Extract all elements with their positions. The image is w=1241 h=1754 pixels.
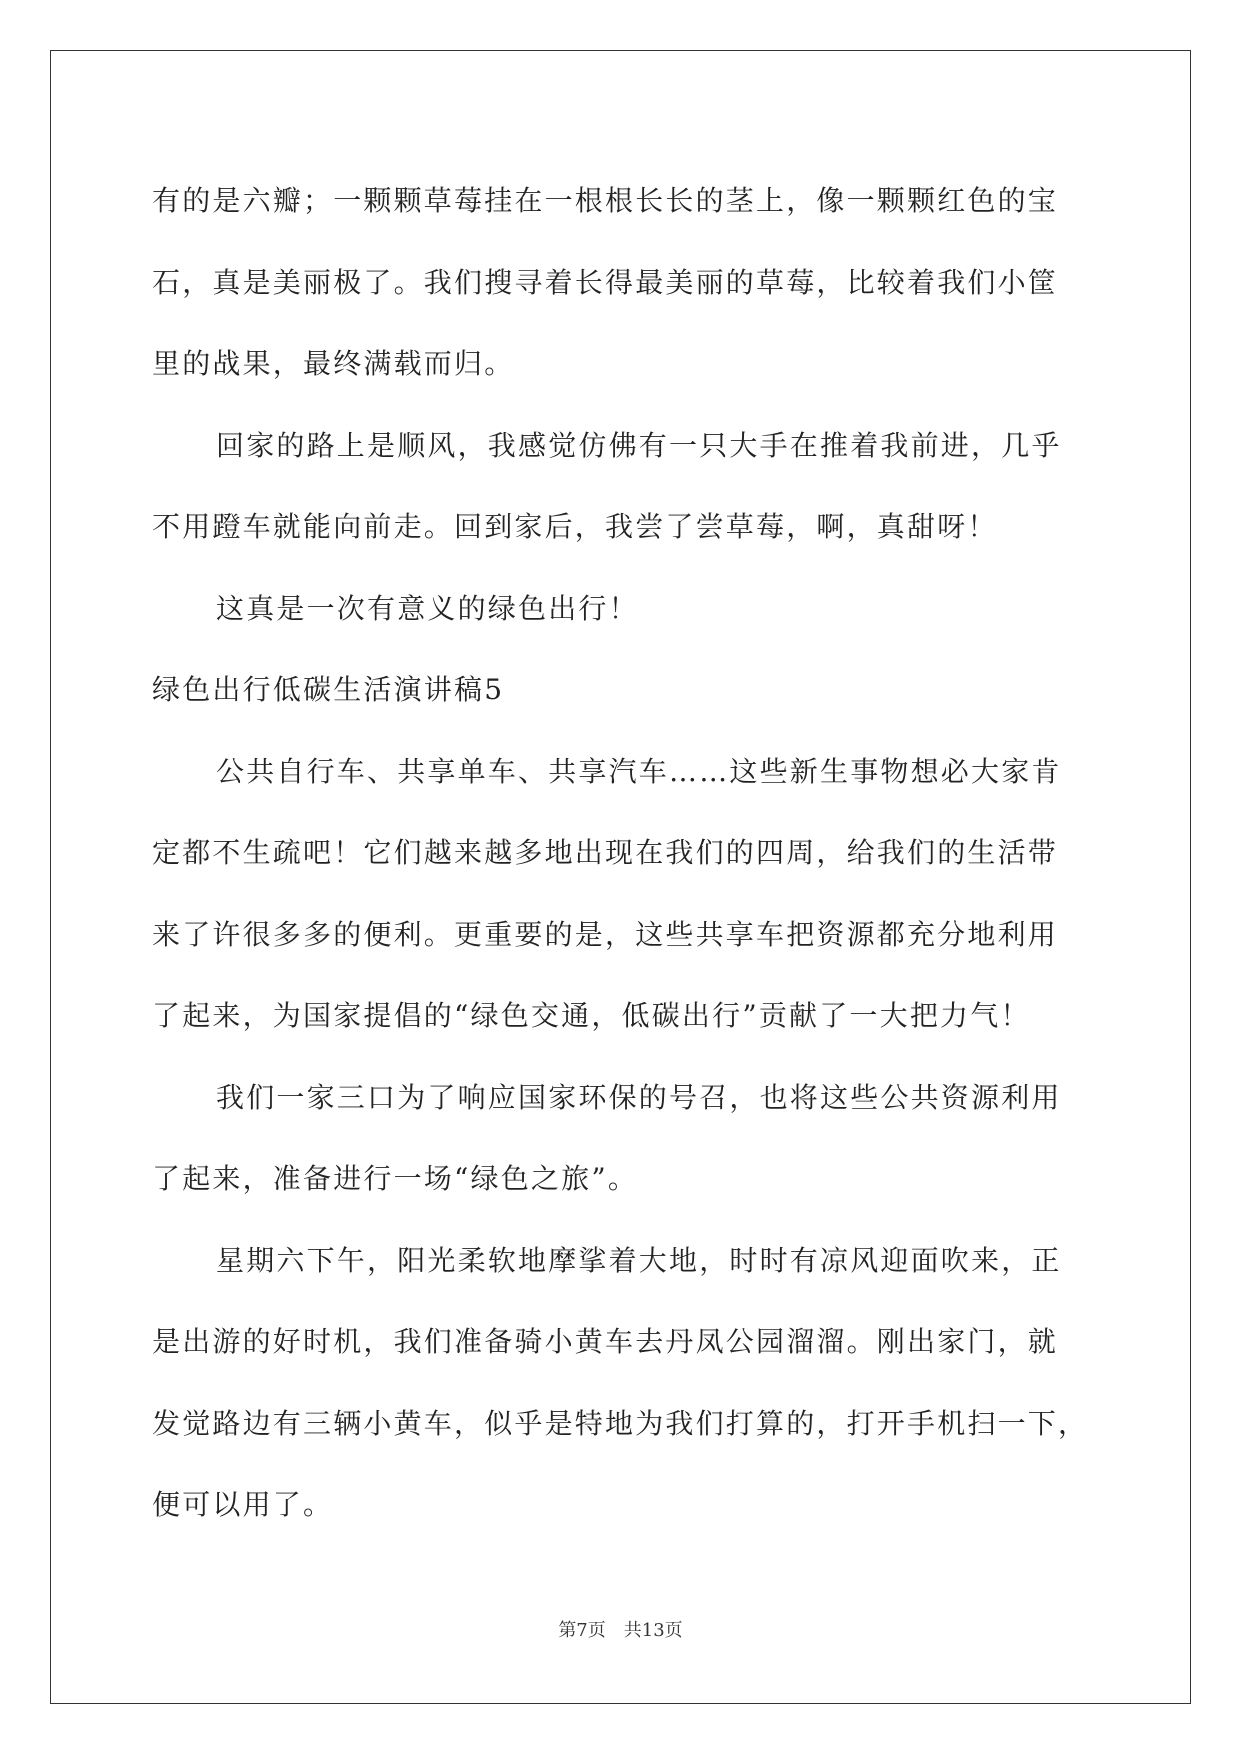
text-line: 是出游的好时机，我们准备骑小黄车去丹凤公园溜溜。刚出家门，就 — [152, 1325, 1059, 1358]
text-line: 我们一家三口为了响应国家环保的号召，也将这些公共资源利用 — [216, 1080, 1062, 1114]
text-line: 来了许很多多的便利。更重要的是，这些共享车把资源都充分地利用 — [152, 917, 1059, 951]
document-body — [152, 160, 1092, 1546]
page-number-footer: 第7页 共13页 — [558, 1620, 683, 1641]
text-line: 回家的路上是顺风，我感觉仿佛有一只大手在推着我前进，几乎 — [216, 428, 1062, 462]
text-line: 里的战果，最终满载而归。 — [152, 347, 515, 380]
text-line: 这真是一次有意义的绿色出行！ — [216, 591, 639, 625]
text-line: 公共自行车、共享单车、共享汽车……这些新生事物想必大家肯 — [216, 754, 1062, 788]
text-line: 定都不生疏吧！它们越来越多地出现在我们的四周，给我们的生活带 — [152, 836, 1059, 869]
section-heading: 绿色出行低碳生活演讲稿5 — [152, 673, 505, 706]
text-line: 石，真是美丽极了。我们搜寻着长得最美丽的草莓，比较着我们小筐 — [152, 265, 1059, 299]
text-line: 星期六下午，阳光柔软地摩挲着大地，时时有凉风迎面吹来，正 — [216, 1243, 1062, 1277]
text-line: 便可以用了。 — [152, 1488, 334, 1521]
text-line: 有的是六瓣；一颗颗草莓挂在一根根长长的茎上，像一颗颗红色的宝 — [152, 184, 1059, 217]
text-line: 不用蹬车就能向前走。回到家后，我尝了尝草莓，啊，真甜呀！ — [152, 510, 998, 543]
text-line: 了起来，为国家提倡的“绿色交通，低碳出行”贡献了一大把力气！ — [152, 999, 1031, 1032]
text-line: 了起来，准备进行一场“绿色之旅”。 — [152, 1162, 639, 1195]
text-line: 发觉路边有三辆小黄车，似乎是特地为我们打算的，打开手机扫一下， — [152, 1406, 1089, 1440]
